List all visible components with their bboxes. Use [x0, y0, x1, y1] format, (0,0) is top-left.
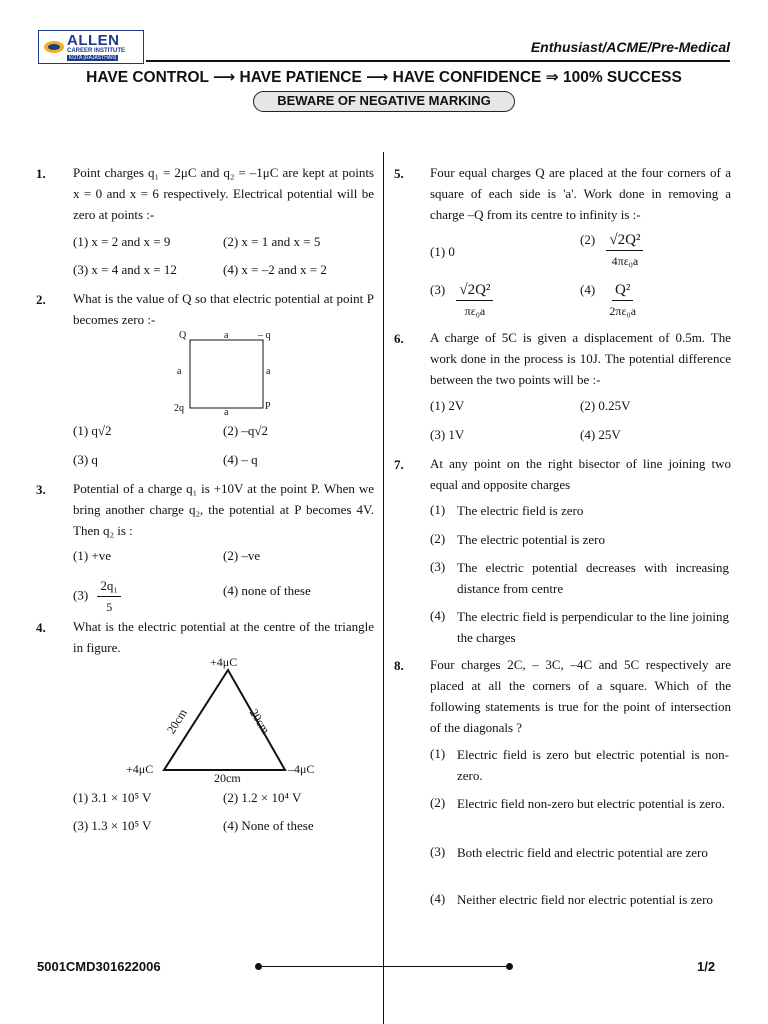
q5-option-3[interactable] — [430, 280, 493, 321]
q5-option-4[interactable] — [580, 280, 639, 321]
square-2q-label: 2q — [174, 403, 184, 414]
q3-frac-den: 5 — [106, 600, 113, 614]
q8-option-3-label: (3) — [430, 844, 446, 859]
q4-number: 4. — [36, 620, 46, 635]
q6-option-1[interactable]: (1) 2V — [430, 398, 465, 413]
q2-option-1[interactable]: (1) q√2 — [73, 423, 112, 438]
square-figure — [170, 328, 280, 418]
q8-option-1-label: (1) — [430, 746, 446, 761]
logo-place: KOTA (RAJASTHAN) — [69, 55, 117, 61]
q4-option-4[interactable]: (4) None of these — [223, 818, 314, 833]
q3-option-1[interactable]: (1) +ve — [73, 548, 112, 563]
q2-option-4[interactable]: (4) – q — [223, 452, 258, 467]
header-rule — [146, 60, 730, 62]
triangle-left-charge: +4μC — [126, 762, 154, 776]
q5-option-4-label: (4) — [580, 282, 596, 297]
q1-option-1[interactable]: (1) x = 2 and x = 9 — [73, 234, 171, 249]
q5-number: 5. — [394, 166, 404, 181]
q7-number: 7. — [394, 457, 404, 472]
q2-option-3[interactable]: (3) q — [73, 452, 98, 467]
q8-number: 8. — [394, 658, 404, 673]
q1-number: 1. — [36, 166, 46, 181]
q3-option-4[interactable]: (4) none of these — [223, 583, 311, 598]
q5-text: Four equal charges Q are placed at the four corners of a square of each side is 'a'. Work done in removing a charge –Q from its centre to infinity is :- — [430, 165, 731, 222]
q6-number: 6. — [394, 331, 404, 346]
logo-text: ALLEN — [67, 32, 120, 49]
motto: HAVE CONTROL ⟶ HAVE PATIENCE ⟶ HAVE CONFIDENCE ⇒ 100% SUCCESS — [86, 69, 682, 86]
q2-text: What is the value of Q so that electric potential at point P becomes zero :- — [73, 291, 374, 327]
q3-number: 3. — [36, 482, 46, 497]
footer-dot-right — [506, 963, 513, 970]
q2-number: 2. — [36, 292, 46, 307]
triangle-side-left: 20cm — [163, 706, 190, 737]
triangle-right-charge: –4μC — [288, 762, 315, 776]
q5-o3-num: √2Q² — [456, 280, 493, 301]
q1-text: Point charges q₁ = 2μC and q₂ = –1μC are kept at points x = 0 and x = 6 respectively. Electrical potential will be zero at points :- — [73, 165, 374, 222]
q8-option-4[interactable]: Neither electric field nor electric potential is zero — [457, 892, 713, 907]
q8-option-2[interactable]: Electric field non-zero but electric potential is zero. — [457, 796, 725, 811]
q1-option-4[interactable]: (4) x = –2 and x = 2 — [223, 262, 327, 277]
q3-option-3[interactable] — [73, 576, 121, 617]
q5-o2-num: √2Q² — [606, 230, 643, 251]
q8-option-2-label: (2) — [430, 795, 446, 810]
q8-option-3[interactable]: Both electric field and electric potential are zero — [457, 845, 708, 860]
q4-option-1[interactable]: (1) 3.1 × 10⁵ V — [73, 790, 152, 805]
q4-option-3[interactable]: (3) 1.3 × 10⁵ V — [73, 818, 152, 833]
q5-o3-den: πε₀a — [464, 304, 486, 318]
q5-option-1[interactable]: (1) 0 — [430, 244, 455, 259]
q7-option-1-label: (1) — [430, 502, 446, 517]
square-side-right: a — [266, 366, 271, 377]
q6-option-3[interactable]: (3) 1V — [430, 427, 465, 442]
q1-option-2[interactable]: (2) x = 1 and x = 5 — [223, 234, 321, 249]
q3-option-2[interactable]: (2) –ve — [223, 548, 261, 563]
q7-option-2-label: (2) — [430, 531, 446, 546]
square-side-top: a — [224, 330, 229, 341]
q7-option-3[interactable]: The electric potential decreases with increasing distance from centre — [457, 560, 729, 596]
q1-option-3[interactable]: (3) x = 4 and x = 12 — [73, 262, 177, 277]
square-side-left: a — [177, 366, 182, 377]
q7-option-2[interactable]: The electric potential is zero — [457, 532, 605, 547]
q7-option-3-label: (3) — [430, 559, 446, 574]
footer-code: 5001CMD301622006 — [37, 959, 161, 974]
allen-logo — [38, 30, 144, 64]
square-diagram — [170, 328, 280, 418]
footer-dot-left — [255, 963, 262, 970]
q8-option-1[interactable]: Electric field is zero but electric potential is non-zero. — [457, 747, 729, 783]
column-divider — [383, 152, 384, 1024]
page-number: 1/2 — [697, 959, 716, 974]
q2-option-2[interactable]: (2) –q√2 — [223, 423, 269, 438]
q7-text: At any point on the right bisector of line joining two equal and opposite charges — [430, 456, 731, 492]
q8-option-4-label: (4) — [430, 891, 446, 906]
square-q-label: Q — [179, 330, 187, 341]
logo-sub: CAREER INSTITUTE — [67, 48, 126, 54]
triangle-side-bottom: 20cm — [214, 771, 241, 785]
triangle-side-right: 20cm — [246, 706, 273, 737]
q5-option-3-label: (3) — [430, 282, 446, 297]
q7-option-1[interactable]: The electric field is zero — [457, 503, 584, 518]
q5-o2-den: 4πε₀a — [611, 254, 639, 268]
q7-option-4-label: (4) — [430, 608, 446, 623]
q5-option-2[interactable] — [580, 230, 643, 271]
q7-option-4[interactable]: The electric field is perpendicular to the line joining the charges — [457, 609, 729, 645]
negative-marking-badge: BEWARE OF NEGATIVE MARKING — [253, 91, 515, 112]
q8-text: Four charges 2C, – 3C, –4C and 5C respectively are placed at all the corners of a square. Which of the following statements is true for the point of intersection of the diagonals ? — [430, 657, 731, 735]
q6-option-2[interactable]: (2) 0.25V — [580, 398, 631, 413]
q4-option-2[interactable]: (2) 1.2 × 10⁴ V — [223, 790, 302, 805]
q4-text: What is the electric potential at the centre of the triangle in figure. — [73, 619, 374, 655]
q3-frac-num: 2q₁ — [97, 576, 121, 597]
q3-text: Potential of a charge q₁ is +10V at the point P. When we bring another charge q₂, the potential at P becomes 4V. Then q₂ is : — [73, 481, 374, 538]
square-p-label: P — [265, 401, 271, 412]
q5-o4-num: Q² — [612, 280, 633, 301]
triangle-top-charge: +4μC — [210, 655, 238, 669]
footer-rule — [258, 966, 510, 967]
logo-emblem-icon — [43, 37, 65, 57]
q5-option-2-label: (2) — [580, 232, 596, 247]
q5-o4-den: 2πε₀a — [609, 304, 637, 318]
q6-option-4[interactable]: (4) 25V — [580, 427, 621, 442]
q6-text: A charge of 5C is given a displacement of 0.5m. The work done in the process is 10J. The potential difference between the two points will be :- — [430, 330, 731, 387]
course-title: Enthusiast/ACME/Pre-Medical — [530, 39, 730, 55]
triangle-figure — [120, 654, 330, 786]
q3-option-3-label: (3) — [73, 587, 89, 603]
square-side-bottom: a — [224, 407, 229, 418]
square-minus-q-label: – q — [258, 330, 271, 341]
